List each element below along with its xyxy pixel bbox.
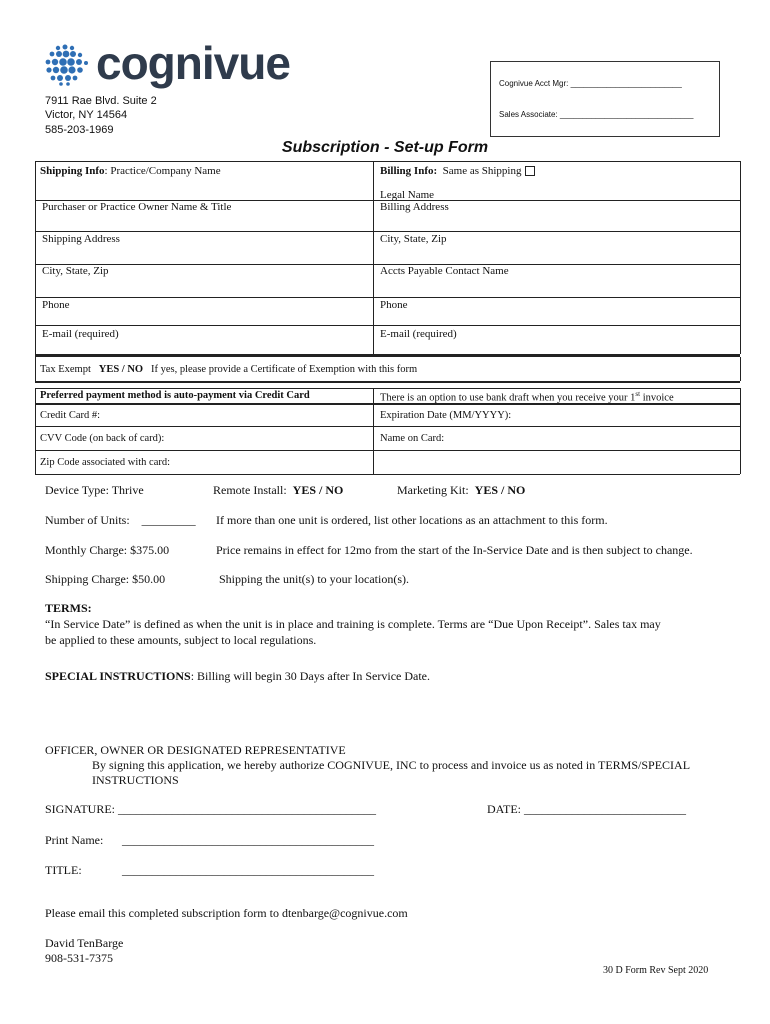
title-label: TITLE:: [45, 863, 82, 877]
acct-mgr-field[interactable]: Cognivue Acct Mgr: _________________________: [499, 79, 682, 88]
name-on-card-field[interactable]: Name on Card:: [380, 433, 445, 444]
legal-name-field[interactable]: Legal Name: [380, 189, 435, 201]
monthly-note: Price remains in effect for 12mo from the start of the In-Service Date and is then subject to change.: [216, 543, 693, 557]
bank-draft-note: There is an option to use bank draft when you receive your 1st invoice: [380, 390, 674, 404]
number-of-units-field[interactable]: Number of Units: _________: [45, 513, 196, 527]
signature-field[interactable]: SIGNATURE: ___________________________________________: [45, 802, 377, 816]
same-as-shipping-checkbox[interactable]: [525, 166, 535, 176]
billing-email-field[interactable]: E-mail (required): [380, 328, 457, 340]
form-title: Subscription - Set-up Form: [281, 139, 489, 156]
payment-method-heading: Preferred payment method is auto-payment via Credit Card: [40, 390, 310, 401]
title-field[interactable]: __________________________________________: [122, 863, 374, 877]
ap-contact-field[interactable]: Accts Payable Contact Name: [380, 265, 509, 277]
company-address-1: 7911 Rae Blvd. Suite 2: [45, 95, 157, 107]
remote-install-options[interactable]: YES / NO: [292, 483, 344, 497]
email-instructions: Please email this completed subscription form to dtenbarge@cognivue.com: [45, 906, 408, 920]
shipping-note: Shipping the unit(s) to your location(s).: [219, 572, 409, 586]
date-field[interactable]: DATE: ___________________________: [487, 802, 686, 816]
shipping-email-field[interactable]: E-mail (required): [42, 328, 119, 340]
shipping-address-field[interactable]: Shipping Address: [42, 233, 120, 245]
tax-exempt-options[interactable]: YES / NO: [98, 364, 144, 375]
credit-card-field[interactable]: Credit Card #:: [40, 410, 101, 421]
tax-exempt-row: Tax Exempt YES / NO If yes, please provide a Certificate of Exemption with this form: [40, 364, 418, 375]
special-instructions: SPECIAL INSTRUCTIONS: Billing will begin 30 Days after In Service Date.: [45, 669, 430, 683]
terms-line-1: “In Service Date” is defined as when the unit is in place and training is complete. Terms are “Due Upon Receipt”. Sales tax may: [45, 617, 661, 631]
shipping-phone-field[interactable]: Phone: [42, 299, 70, 311]
marketing-kit-options[interactable]: YES / NO: [474, 483, 526, 497]
billing-phone-field[interactable]: Phone: [380, 299, 408, 311]
billing-info-heading: Billing Info: Same as Shipping: [380, 165, 535, 177]
zip-code-field[interactable]: Zip Code associated with card:: [40, 457, 171, 468]
company-address-2: Victor, NY 14564: [45, 109, 128, 121]
contact-name: David TenBarge: [45, 936, 124, 950]
cognivue-logo-mark: [44, 44, 90, 86]
remote-install-row: Remote Install: YES / NO: [213, 483, 344, 497]
company-phone: 585-203-1969: [45, 124, 114, 136]
authorization-line-1: By signing this application, we hereby authorize COGNIVUE, INC to process and invoice us as noted in TERMS/SPECIAL: [92, 758, 691, 772]
billing-address-field[interactable]: Billing Address: [380, 201, 449, 213]
contact-phone: 908-531-7375: [45, 951, 113, 965]
authorization-line-2: INSTRUCTIONS: [92, 773, 179, 787]
manager-box: [490, 61, 720, 137]
sales-associate-field[interactable]: Sales Associate: ______________________________: [499, 110, 694, 119]
device-type: Device Type: Thrive: [45, 483, 144, 497]
terms-line-2: be applied to these amounts, subject to local regulations.: [45, 633, 317, 647]
billing-city-field[interactable]: City, State, Zip: [380, 233, 447, 245]
expiration-field[interactable]: Expiration Date (MM/YYYY):: [380, 410, 512, 421]
purchaser-field[interactable]: Purchaser or Practice Owner Name & Title: [42, 201, 232, 213]
shipping-city-field[interactable]: City, State, Zip: [42, 265, 109, 277]
print-name-field[interactable]: __________________________________________: [122, 833, 374, 847]
marketing-kit-row: Marketing Kit: YES / NO: [397, 483, 526, 497]
shipping-charge: Shipping Charge: $50.00: [45, 572, 166, 586]
officer-heading: OFFICER, OWNER OR DESIGNATED REPRESENTATIVE: [45, 743, 346, 757]
monthly-charge: Monthly Charge: $375.00: [45, 543, 170, 557]
cognivue-logo-text: cognivue: [96, 37, 290, 89]
shipping-info-heading[interactable]: Shipping Info: Practice/Company Name: [40, 165, 221, 177]
terms-heading: TERMS:: [45, 601, 92, 615]
units-note: If more than one unit is ordered, list other locations as an attachment to this form.: [216, 513, 608, 527]
form-revision: 30 D Form Rev Sept 2020: [603, 965, 709, 976]
same-as-shipping-label: Same as Shipping: [442, 165, 522, 177]
print-name-label: Print Name:: [45, 833, 104, 847]
cvv-field[interactable]: CVV Code (on back of card):: [40, 433, 165, 444]
